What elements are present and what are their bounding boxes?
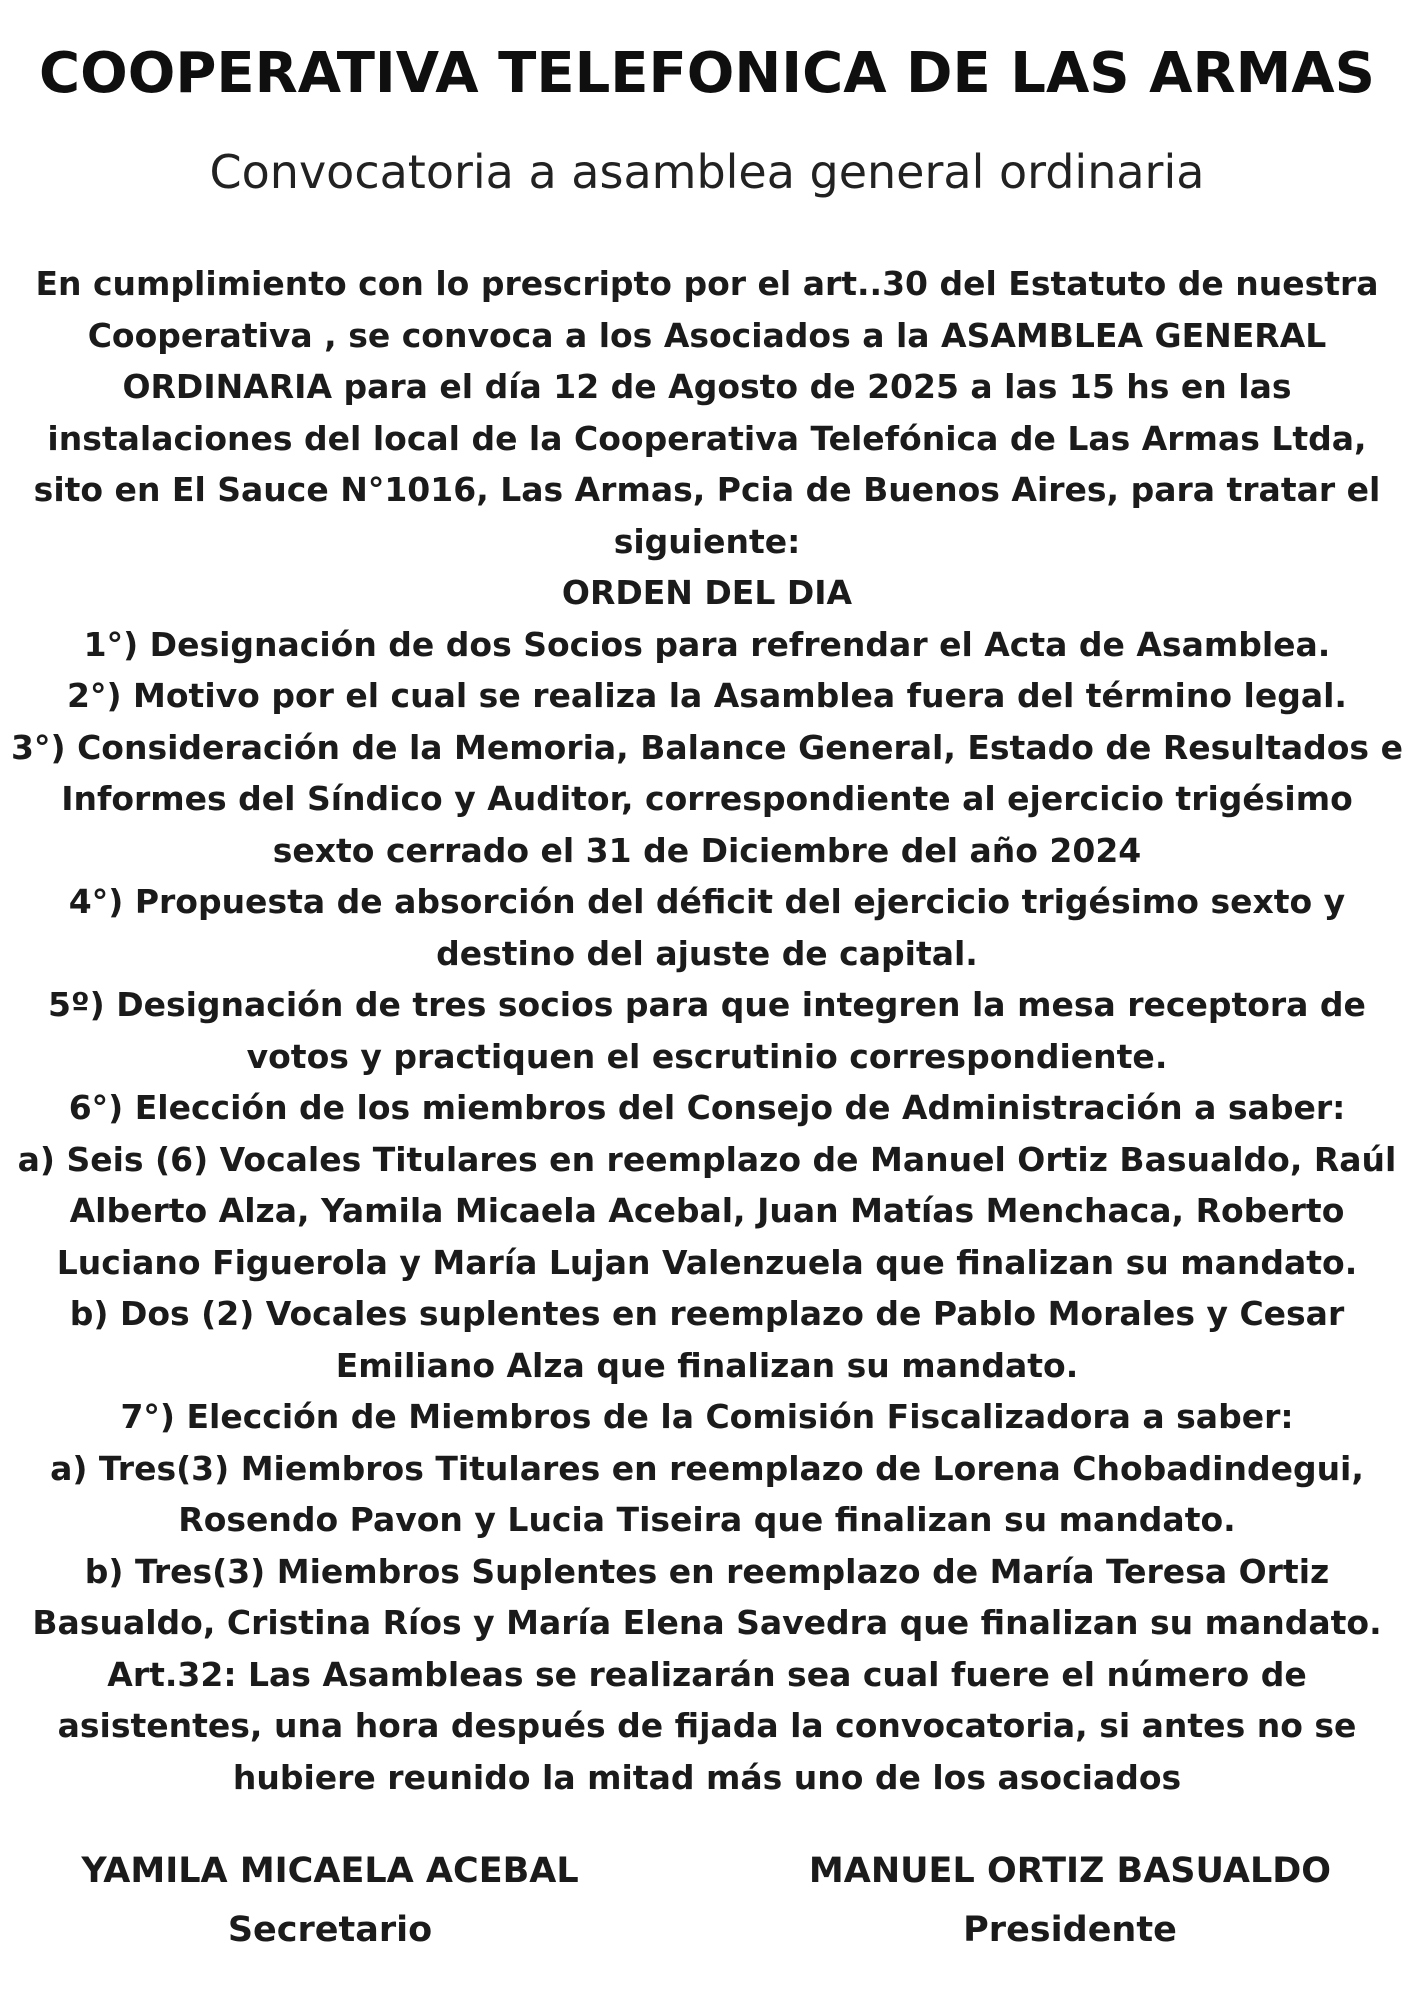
body-line: Alberto Alza, Yamila Micaela Acebal, Juan Matías Menchaca, Roberto [69,1191,1345,1230]
body-line: 1°) Designación de dos Socios para refrendar el Acta de Asamblea. [83,624,1331,664]
body-line: 6°) Elección de los miembros del Consejo de Administración a saber: [68,1088,1346,1127]
body-line: Informes del Síndico y Auditor, correspondiente al ejercicio trigésimo [61,779,1353,818]
body-line: Rosendo Pavon y Lucia Tiseira que finalizan su mandato. [178,1500,1236,1539]
body-line: Art.32: Las Asambleas se realizarán sea cual fuere el número de [107,1654,1307,1694]
body-line: destino del ajuste de capital. [436,933,978,973]
body-line: Cooperativa , se convoca a los Asociados a la ASAMBLEA GENERAL [87,315,1327,355]
signature-role: Presidente [963,1910,1177,1950]
body-line: b) Tres(3) Miembros Suplentes en reemplazo de María Teresa Ortiz [84,1551,1330,1591]
signature-name: MANUEL ORTIZ BASUALDO [808,1851,1332,1891]
body-line: 3°) Consideración de la Memoria, Balance General, Estado de Resultados e [11,727,1403,767]
signature-president [760,1842,1380,1960]
body-line: siguiente: [613,521,801,561]
body-line: Luciano Figuerola y María Lujan Valenzuela que finalizan su mandato. [56,1242,1358,1282]
body-line: b) Dos (2) Vocales suplentes en reemplazo de Pablo Morales y Cesar [69,1294,1345,1333]
document-subtitle: Convocatoria a asamblea general ordinaria [209,145,1205,199]
signature-role: Secretario [227,1910,433,1950]
body-line: 5º) Designación de tres socios para que integren la mesa receptora de [48,985,1366,1024]
signature-secretary [30,1842,630,1960]
body-line: ORDEN DEL DIA [561,573,853,612]
signature-name: YAMILA MICAELA ACEBAL [81,1851,579,1891]
body-line: instalaciones del local de la Cooperativa Telefónica de Las Armas Ltda, [47,418,1367,458]
body-line: asistentes, una hora después de fijada la convocatoria, si antes no se [57,1706,1357,1745]
body-line: Emiliano Alza que finalizan su mandato. [335,1345,1079,1385]
body-line: sexto cerrado el 31 de Diciembre del año 2024 [272,830,1142,870]
body-line: En cumplimiento con lo prescripto por el art..30 del Estatuto de nuestra [35,264,1379,303]
notice-body [0,258,1414,1803]
body-line: 7°) Elección de Miembros de la Comisión Fiscalizadora a saber: [120,1397,1294,1436]
body-line: Basualdo, Cristina Ríos y María Elena Savedra que finalizan su mandato. [32,1603,1382,1642]
body-line: 2°) Motivo por el cual se realiza la Asamblea fuera del término legal. [67,676,1347,715]
body-line: votos y practiquen el escrutinio correspondiente. [246,1036,1168,1076]
body-line: sito en El Sauce N°1016, Las Armas, Pcia de Buenos Aires, para tratar el [33,470,1381,509]
body-line: 4°) Propuesta de absorción del déficit del ejercicio trigésimo sexto y [68,882,1346,921]
body-line: a) Seis (6) Vocales Titulares en reemplazo de Manuel Ortiz Basualdo, Raúl [17,1139,1397,1179]
body-line: hubiere reunido la mitad más uno de los asociados [232,1757,1182,1797]
body-line: a) Tres(3) Miembros Titulares en reemplazo de Lorena Chobadindegui, [50,1448,1364,1488]
body-line: ORDINARIA para el día 12 de Agosto de 2025 a las 15 hs en las [122,367,1292,406]
document-title: COOPERATIVA TELEFONICA DE LAS ARMAS [39,41,1375,106]
